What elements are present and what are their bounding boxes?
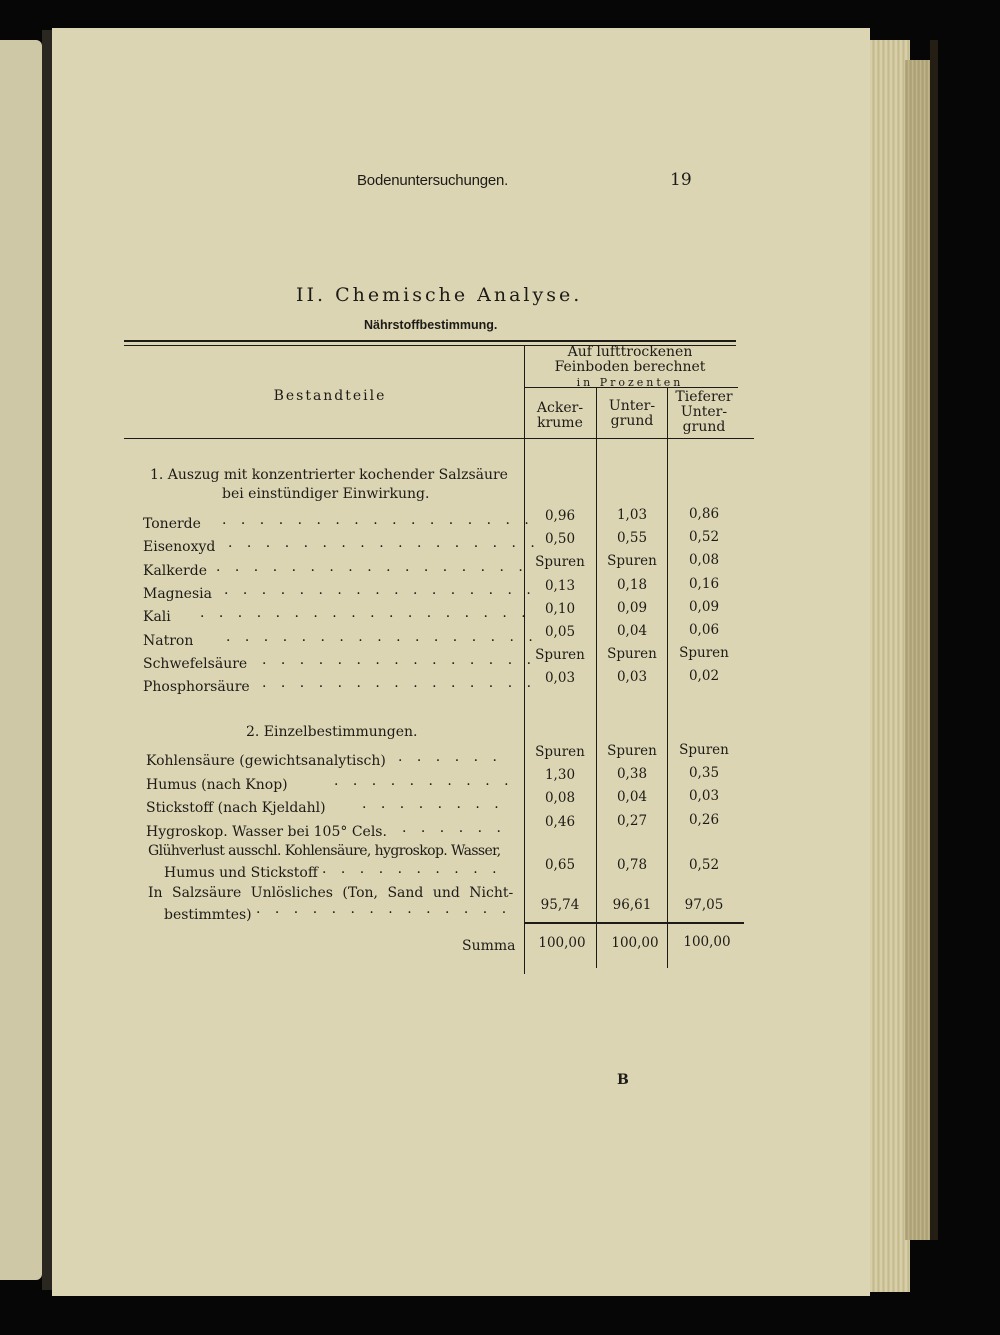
table-cell: 1,03 xyxy=(616,507,648,523)
table-row-leaders: · · · · · · · · · · · · · · · · · xyxy=(226,632,538,649)
table-row-label: Tonerde xyxy=(143,516,201,532)
table-row-leaders: · · · · · · · · · · · · · · · xyxy=(262,679,537,696)
table-cell: Spuren xyxy=(679,742,729,758)
table-cell: 0,52 xyxy=(688,529,720,546)
table-row-label-summa: Summa xyxy=(462,938,516,954)
page-subtitle: Nährstoffbestimmung. xyxy=(364,318,498,332)
summa-rule xyxy=(524,922,744,924)
column-group-header-line1: Auf lufttrockenen xyxy=(567,344,693,360)
column-header-tieferer-line3: grund xyxy=(682,419,726,435)
table-cell: 0,02 xyxy=(688,668,720,685)
table-cell: 0,96 xyxy=(544,508,576,524)
table-cell-summa-untergrund: 100,00 xyxy=(611,935,659,951)
column-header-ackerkrume-line2: krume xyxy=(537,415,583,431)
column-header-bestandteile: Bestandteile xyxy=(273,388,387,404)
table-row-label: Eisenoxyd xyxy=(143,539,216,556)
table-cell: Spuren xyxy=(607,743,657,759)
table-cell: 0,04 xyxy=(616,789,648,806)
table-row-leaders: · · · · · · xyxy=(398,753,502,769)
table-cell: Spuren xyxy=(535,744,585,760)
table-row-label: Magnesia xyxy=(143,585,212,602)
column-header-ackerkrume-line1: Acker- xyxy=(536,400,584,416)
table-cell: 0,10 xyxy=(544,600,576,617)
column-group-header-line3: in Prozenten xyxy=(576,376,684,389)
table-row-label: Humus (nach Knop) xyxy=(146,776,288,793)
table-top-rule xyxy=(124,340,736,342)
table-cell: 0,16 xyxy=(688,575,720,592)
table-cell: Spuren xyxy=(535,554,585,571)
column-group-header-line2: Feinboden berechnet xyxy=(554,359,706,375)
table-cell: 0,09 xyxy=(688,598,720,615)
table-row-label: Natron xyxy=(143,632,194,649)
table-row-leaders: · · · · · · · · · · xyxy=(322,865,502,881)
column-header-untergrund-line1: Unter- xyxy=(608,398,656,414)
table-cell: 0,55 xyxy=(616,530,648,547)
table-cell: 0,08 xyxy=(688,552,720,569)
table-row-leaders: · · · · · · · · · · xyxy=(334,776,514,793)
section1-heading-line2: bei einstündiger Einwirkung. xyxy=(222,486,430,502)
table-cell: Spuren xyxy=(679,645,729,662)
table-cell-unloesliches-untergrund: 96,61 xyxy=(612,897,652,913)
table-cell: 0,46 xyxy=(544,813,576,830)
table-cell: 0,35 xyxy=(688,765,720,782)
table-row-leaders: · · · · · · · · · · · · · · · · · xyxy=(222,516,534,532)
table-cell-gluehverlust-untergrund: 0,78 xyxy=(616,857,648,873)
table-cell: Spuren xyxy=(607,646,657,663)
table-row-label: Kali xyxy=(143,609,171,626)
table-cell: 0,13 xyxy=(544,577,576,594)
table-cell: 0,05 xyxy=(544,624,576,640)
table-cell-unloesliches-ackerkrume: 95,74 xyxy=(540,897,580,913)
table-cell: 0,08 xyxy=(544,790,576,807)
table-row-label: Schwefelsäure xyxy=(143,655,248,672)
table-cell: 0,86 xyxy=(688,506,720,522)
book-cover-edge xyxy=(930,40,938,1240)
table-cell: 1,30 xyxy=(544,767,576,784)
table-cell: Spuren xyxy=(607,553,657,570)
section2-heading: 2. Einzelbestimmungen. xyxy=(246,724,418,740)
table-cell: 0,03 xyxy=(688,788,720,805)
table-row-leaders: · · · · · · · · · · · · · · · · · · xyxy=(200,609,531,626)
header-bottom-rule xyxy=(124,438,754,439)
signature-mark: B xyxy=(617,1072,629,1088)
table-row-label: Kohlensäure (gewichtsanalytisch) xyxy=(146,753,386,769)
table-cell: 0,03 xyxy=(616,669,648,686)
table-cell: 0,06 xyxy=(688,622,720,638)
table-row-leaders: · · · · · · · · · · · · · · xyxy=(256,905,512,921)
running-head: Bodenuntersuchungen. xyxy=(357,172,509,189)
table-row-label: Stickstoff (nach Kjeldahl) xyxy=(146,800,326,816)
table-cell-gluehverlust-tieferer: 0,52 xyxy=(688,857,720,873)
table-cell: 0,04 xyxy=(616,623,648,639)
table-row-label: Hygroskop. Wasser bei 105° Cels. xyxy=(146,823,387,840)
table-cell: 0,38 xyxy=(616,766,648,783)
table-row-leaders: · · · · · · xyxy=(402,823,506,840)
table-row-label-unloesliches-line1: In Salzsäure Unlösliches (Ton, Sand und Nicht- xyxy=(148,885,514,901)
table-cell: 0,27 xyxy=(616,812,648,829)
table-row-leaders: · · · · · · · · · · · · · · · · · xyxy=(216,562,528,579)
table-row-label: Phosphorsäure xyxy=(143,679,250,696)
table-cell-summa-ackerkrume: 100,00 xyxy=(538,935,586,951)
table-cell-gluehverlust-ackerkrume: 0,65 xyxy=(544,857,576,873)
table-cell: Spuren xyxy=(535,647,585,664)
section1-heading-line1: 1. Auszug mit konzentrierter kochender Salzsäure xyxy=(150,467,508,483)
table-cell: 0,26 xyxy=(688,811,720,828)
page-number: 19 xyxy=(670,170,692,190)
table-cell: 0,50 xyxy=(544,531,576,548)
table-row-leaders: · · · · · · · · · · · · · · · · · xyxy=(228,539,540,556)
table-vline-3 xyxy=(667,388,668,968)
left-page-edge xyxy=(0,40,42,1280)
table-cell-summa-tieferer: 100,00 xyxy=(683,934,731,950)
column-header-tieferer-line1: Tieferer xyxy=(675,389,733,405)
table-row-leaders: · · · · · · · · · · · · · · · xyxy=(262,655,537,672)
table-cell-unloesliches-tieferer: 97,05 xyxy=(684,897,724,913)
table-row-leaders: · · · · · · · · · · · · · · · · · xyxy=(224,585,536,602)
column-header-tieferer-line2: Unter- xyxy=(680,404,728,420)
table-cell: 0,03 xyxy=(544,670,576,687)
table-row-label-gluehverlust-line1: Glühverlust ausschl. Kohlensäure, hygroskop. Wasser, xyxy=(148,843,501,859)
table-row-label: Kalkerde xyxy=(143,562,207,579)
table-row-label-gluehverlust-line2: Humus und Stickstoff xyxy=(164,865,318,881)
column-header-untergrund-line2: grund xyxy=(610,413,654,429)
table-row-label-unloesliches-line2: bestimmtes) xyxy=(164,907,252,923)
table-cell: 0,09 xyxy=(616,599,648,616)
table-row-leaders: · · · · · · · · xyxy=(362,800,504,816)
table-cell: 0,18 xyxy=(616,576,648,593)
page-title: II. Chemische Analyse. xyxy=(296,284,583,306)
